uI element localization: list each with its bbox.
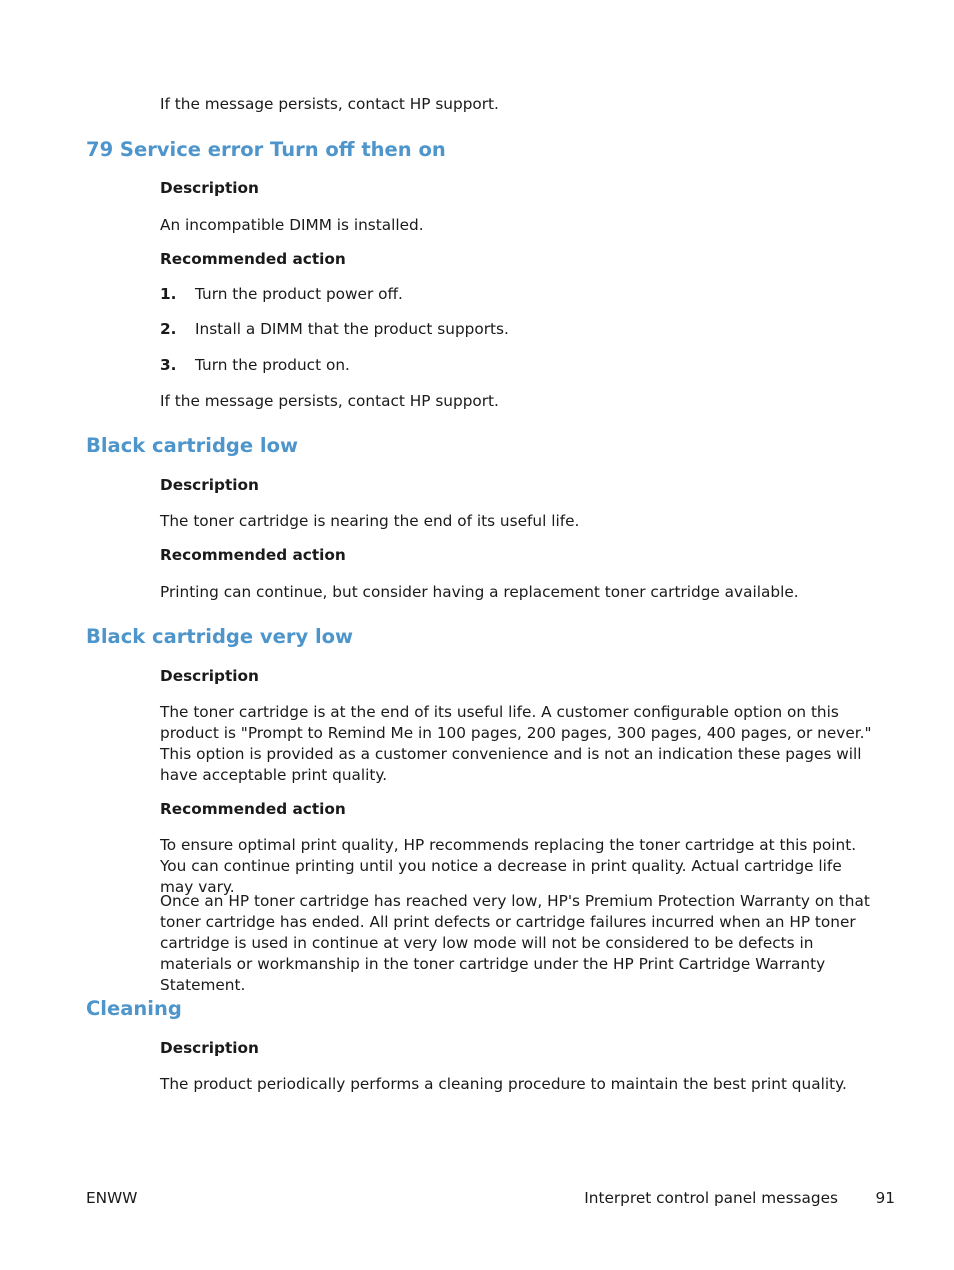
warranty-note-text: Once an HP toner cartridge has reached very low, HP's Premium Protection Warranty on that toner cartridge has ended. All print defects or cartridge failures incurred when an HP toner cartridge is used in continue at very low mode will not be considered to be defects in materials or workmanship in the toner cartridge under the HP Print Cartridge Warranty Statement. bbox=[160, 892, 870, 994]
step-number: 3. bbox=[160, 356, 177, 374]
recommended-action-label: Recommended action bbox=[160, 800, 346, 818]
footer-left-label: ENWW bbox=[86, 1189, 138, 1207]
section-heading-cleaning: Cleaning bbox=[86, 997, 182, 1020]
step-text: Turn the product on. bbox=[195, 356, 350, 374]
step-number: 1. bbox=[160, 285, 177, 303]
description-text: The toner cartridge is at the end of its useful life. A customer configurable option on this product is "Prompt to Remind Me in 100 pages, 200 pages, 300 pages, 400 pages, or never." This option is provided as a customer convenience and is not an indication these pages will have acceptable print quality. bbox=[160, 703, 872, 784]
description-label: Description bbox=[160, 476, 259, 494]
description-label: Description bbox=[160, 1039, 259, 1057]
closing-text: If the message persists, contact HP support. bbox=[160, 392, 499, 410]
step-number: 2. bbox=[160, 320, 177, 338]
intro-text: If the message persists, contact HP support. bbox=[160, 95, 499, 113]
recommended-action-text: Printing can continue, but consider having a replacement toner cartridge available. bbox=[160, 583, 799, 601]
description-label: Description bbox=[160, 179, 259, 197]
section-heading-black-cartridge-very-low: Black cartridge very low bbox=[86, 625, 354, 648]
recommended-action-text: To ensure optimal print quality, HP recommends replacing the toner cartridge at this point. You can continue printing until you notice a decrease in print quality. Actual cartridge life may vary. bbox=[160, 836, 857, 896]
footer-section-title: Interpret control panel messages bbox=[584, 1189, 838, 1207]
description-text: An incompatible DIMM is installed. bbox=[160, 216, 424, 234]
step-text: Install a DIMM that the product supports. bbox=[195, 320, 509, 338]
description-label: Description bbox=[160, 667, 259, 685]
description-text: The toner cartridge is nearing the end of its useful life. bbox=[160, 512, 580, 530]
page-number: 91 bbox=[875, 1189, 895, 1207]
section-heading-79-service-error: 79 Service error Turn off then on bbox=[86, 138, 446, 161]
recommended-action-label: Recommended action bbox=[160, 250, 346, 268]
section-heading-black-cartridge-low: Black cartridge low bbox=[86, 434, 299, 457]
description-text: The product periodically performs a cleaning procedure to maintain the best print quality. bbox=[160, 1075, 847, 1093]
step-text: Turn the product power off. bbox=[195, 285, 403, 303]
recommended-action-label: Recommended action bbox=[160, 546, 346, 564]
